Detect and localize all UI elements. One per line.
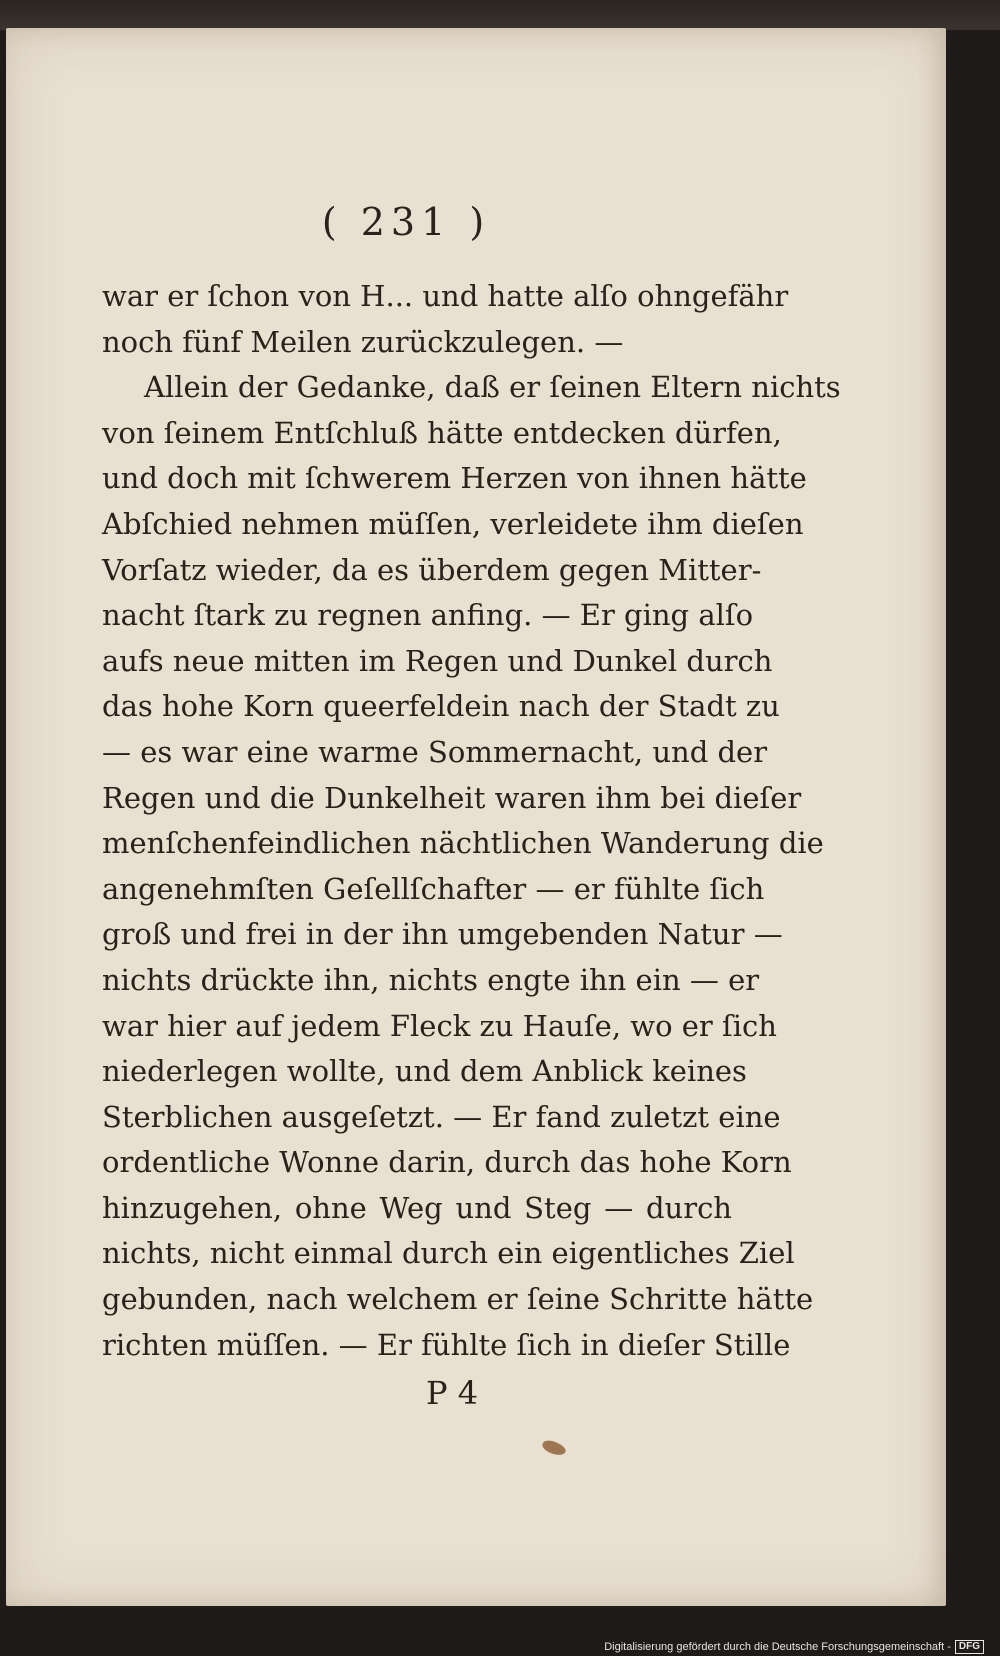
ink-smudge bbox=[541, 1437, 568, 1458]
signature-mark: P 4 bbox=[426, 1374, 479, 1412]
dfg-logo: DFG bbox=[955, 1640, 984, 1654]
text-line: richten müſſen. — Er fühlte ſich in dieſer Stille bbox=[102, 1327, 791, 1362]
digitization-credit bbox=[604, 1640, 984, 1654]
text-line: von ſeinem Entſchluß hätte entdecken dürfen, bbox=[102, 415, 782, 450]
text-line: groß und frei in der ihn umgebenden Natur — bbox=[102, 917, 783, 952]
text-line: und doch mit ſchwerem Herzen von ihnen hätte bbox=[102, 461, 807, 496]
scan-background bbox=[0, 0, 1000, 30]
text-line: nichts drückte ihn, nichts engte ihn ein — er bbox=[102, 962, 760, 997]
book-page bbox=[6, 28, 946, 1606]
text-line: nichts, nicht einmal durch ein eigentliches Ziel bbox=[102, 1236, 795, 1271]
text-line: ordentliche Wonne darin, durch das hohe Korn bbox=[102, 1145, 792, 1180]
text-line: Vorſatz wieder, da es überdem gegen Mitter- bbox=[102, 552, 762, 587]
text-line: nacht ſtark zu regnen anfing. — Er ging alſo bbox=[102, 598, 754, 633]
page-number: ( 231 ) bbox=[321, 200, 491, 244]
text-line: war hier auf jedem Fleck zu Hauſe, wo er ſich bbox=[102, 1008, 777, 1043]
text-line: Sterblichen ausgeſetzt. — Er fand zuletzt eine bbox=[102, 1099, 781, 1134]
text-line: niederlegen wollte, und dem Anblick keines bbox=[102, 1054, 747, 1089]
text-line: — es war eine warme Sommernacht, und der bbox=[102, 734, 768, 769]
text-line: aufs neue mitten im Regen und Dunkel durch bbox=[102, 643, 773, 678]
text-line: angenehmſten Geſellſchafter — er fühlte ſich bbox=[102, 871, 765, 906]
credit-text: Digitalisierung gefördert durch die Deutsche Forschungsgemeinschaft - bbox=[604, 1641, 951, 1653]
text-line: Allein der Gedanke, daß er ſeinen Eltern nichts bbox=[144, 370, 841, 405]
text-line: das hohe Korn queerfeldein nach der Stadt zu bbox=[102, 689, 780, 724]
text-line: gebunden, nach welchem er ſeine Schritte hätte bbox=[102, 1282, 814, 1317]
text-line: war er ſchon von H... und hatte alſo ohngefähr bbox=[102, 279, 789, 313]
text-line: noch fünf Meilen zurückzulegen. — bbox=[102, 324, 624, 359]
text-line: menſchenfeindlichen nächtlichen Wanderung die bbox=[102, 826, 824, 861]
body-text bbox=[102, 274, 841, 1368]
text-line: Abſchied nehmen müſſen, verleidete ihm dieſen bbox=[102, 506, 804, 541]
text-line: Regen und die Dunkelheit waren ihm bei dieſer bbox=[102, 780, 802, 815]
text-line: hinzugehen, ohne Weg und Steg — durch bbox=[102, 1190, 732, 1225]
